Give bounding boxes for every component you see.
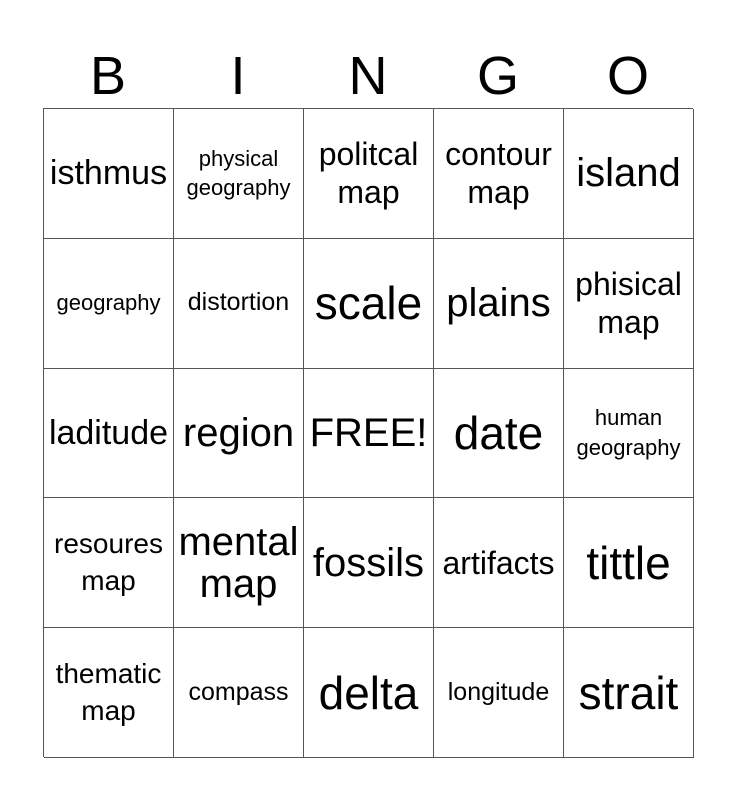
cell-label: date: [453, 406, 544, 459]
cell-label: geography: [56, 290, 161, 316]
bingo-cell[interactable]: [434, 369, 564, 499]
header-letter-b: B: [89, 46, 127, 106]
bingo-cell[interactable]: [44, 239, 174, 369]
bingo-cell[interactable]: [44, 109, 174, 239]
cell-label: FREE!: [309, 410, 428, 455]
bingo-header: [43, 44, 693, 108]
bingo-cell[interactable]: [174, 369, 304, 499]
cell-label: mental map: [178, 519, 299, 606]
bingo-cell[interactable]: [174, 498, 304, 628]
bingo-cell[interactable]: [564, 628, 694, 758]
bingo-cell[interactable]: [564, 109, 694, 239]
bingo-cell[interactable]: [174, 239, 304, 369]
cell-label: strait: [578, 666, 679, 719]
bingo-cell[interactable]: [434, 628, 564, 758]
cell-label: plains: [446, 281, 551, 326]
bingo-cell[interactable]: [304, 628, 434, 758]
bingo-cell[interactable]: [564, 498, 694, 628]
cell-label: laditude: [48, 413, 169, 452]
bingo-cell[interactable]: [174, 628, 304, 758]
cell-label: human geography: [576, 405, 681, 460]
cell-label: artifacts: [442, 544, 555, 581]
bingo-cell[interactable]: [44, 628, 174, 758]
cell-label: contour map: [445, 136, 552, 211]
cell-label: resoures map: [54, 528, 163, 596]
bingo-cell[interactable]: [174, 109, 304, 239]
cell-label: physical geography: [186, 145, 291, 201]
cell-label: region: [182, 410, 295, 455]
cell-label: distortion: [187, 288, 290, 317]
cell-label: compass: [188, 677, 289, 706]
cell-label: phisical map: [575, 265, 682, 341]
bingo-cell[interactable]: [304, 498, 434, 628]
cell-label: scale: [314, 277, 423, 330]
bingo-cell[interactable]: [564, 369, 694, 499]
bingo-cell[interactable]: [304, 239, 434, 369]
bingo-grid: [43, 108, 693, 757]
cell-label: fossils: [312, 540, 425, 585]
header-letter-n: N: [348, 46, 388, 106]
cell-label: delta: [318, 666, 419, 719]
cell-label: isthmus: [49, 154, 168, 193]
bingo-cell[interactable]: [434, 498, 564, 628]
bingo-cell[interactable]: [304, 109, 434, 239]
bingo-cell[interactable]: [434, 109, 564, 239]
header-letter-i: I: [230, 46, 246, 106]
bingo-cell[interactable]: [434, 239, 564, 369]
bingo-cell[interactable]: [44, 498, 174, 628]
bingo-cell[interactable]: [44, 369, 174, 499]
cell-label: thematic map: [55, 658, 162, 726]
bingo-cell[interactable]: [564, 239, 694, 369]
cell-label: island: [576, 151, 681, 196]
cell-label: tittle: [586, 536, 671, 589]
free-space-cell[interactable]: [304, 369, 434, 499]
cell-label: politcal map: [318, 136, 419, 211]
header-letter-o: O: [606, 46, 649, 106]
header-letter-g: G: [476, 46, 519, 106]
cell-label: longitude: [447, 677, 550, 706]
